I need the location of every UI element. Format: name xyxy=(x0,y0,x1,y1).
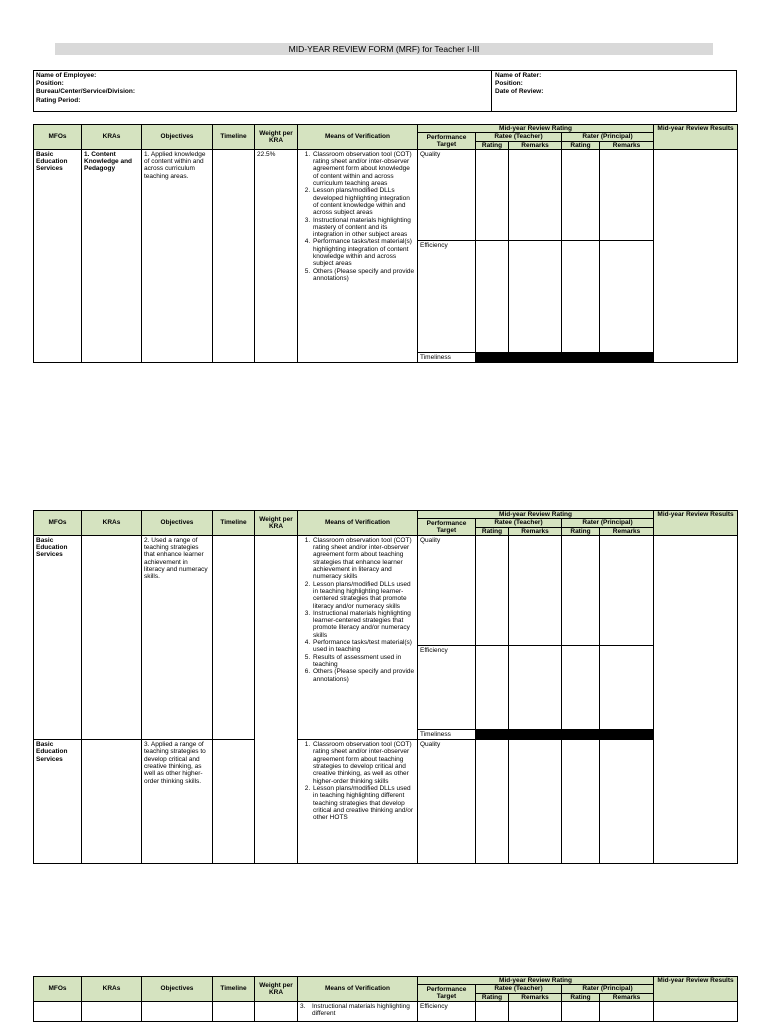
header-rater-rating: Rating xyxy=(562,527,600,535)
header-kras: KRAs xyxy=(82,511,142,536)
header-rater-remarks: Remarks xyxy=(600,527,654,535)
results-cell[interactable] xyxy=(654,1001,738,1021)
mov-cell xyxy=(298,149,418,362)
rater-remarks-cell[interactable] xyxy=(600,240,654,352)
mov-item: 4. Performance tasks/test material(s) highlighting integration of content knowledge within and across subject areas xyxy=(312,238,415,267)
rater-rating-cell[interactable] xyxy=(562,1001,600,1021)
mov-list xyxy=(300,151,415,282)
header-ratee-rating: Rating xyxy=(476,141,509,149)
ratee-remarks-cell[interactable] xyxy=(509,645,562,729)
rater-remarks-cell[interactable] xyxy=(600,1001,654,1021)
results-cell[interactable] xyxy=(654,149,738,362)
rater-remarks-cell[interactable] xyxy=(600,740,654,864)
mov-item: 3. Instructional materials highlighting learner-centered strategies that promote literacy and/or numeracy skills xyxy=(312,610,415,639)
objective-cell xyxy=(142,1001,213,1021)
timeline-cell xyxy=(213,740,255,864)
timeline-cell xyxy=(213,149,255,362)
header-timeline: Timeline xyxy=(213,977,255,1002)
header-kras: KRAs xyxy=(82,125,142,150)
mov-item: 1. Classroom observation tool (COT) rating sheet and/or inter-observer agreement form about knowledge of content within and across curriculum teaching areas xyxy=(312,151,415,187)
mov-item xyxy=(300,1003,415,1018)
header-ratee-remarks: Remarks xyxy=(509,993,562,1001)
target-quality: Quality xyxy=(418,535,476,645)
weight-cell xyxy=(255,535,298,863)
name-of-employee-label: Name of Employee: xyxy=(36,72,97,79)
objective-cell: 1. Applied knowledge of content within and across curriculum teaching areas. xyxy=(142,149,213,362)
header-objectives: Objectives xyxy=(142,977,213,1002)
mov-number: 3. xyxy=(300,1002,306,1010)
header-objectives: Objectives xyxy=(142,125,213,150)
rater-rating-cell[interactable] xyxy=(562,740,600,864)
header-results: Mid-year Review Results xyxy=(654,977,738,1002)
review-table-3 xyxy=(33,976,738,1022)
ratee-rating-cell[interactable] xyxy=(476,240,509,352)
rating-period-label: Rating Period: xyxy=(36,96,81,104)
mov-item: 5. Others (Please specify and provide annotations) xyxy=(312,268,415,283)
mov-cell xyxy=(298,535,418,739)
rater-remarks-cell[interactable] xyxy=(600,535,654,645)
header-ratee-remarks: Remarks xyxy=(509,527,562,535)
mov-item: 6. Others (Please specify and provide annotations) xyxy=(312,668,415,683)
ratee-remarks-cell[interactable] xyxy=(509,1001,562,1021)
kra-cell xyxy=(82,1001,142,1021)
header-rater-remarks: Remarks xyxy=(600,141,654,149)
mov-item: 2. Lesson plans/modified DLLs used in teaching highlighting learner-centered strategies that promote literacy and/or numeracy skills xyxy=(312,581,415,610)
review-table-2 xyxy=(33,510,738,864)
kra-cell: 1. Content Knowledge and Pedagogy xyxy=(82,149,142,362)
header-weight: Weight per KRA xyxy=(255,125,298,150)
weight-cell: 22.5% xyxy=(255,149,298,362)
mov-item: 5. Results of assessment used in teaching xyxy=(312,654,415,669)
target-quality: Quality xyxy=(418,740,476,864)
rater-position-label: Position: xyxy=(495,80,523,88)
mov-item: 1. Classroom observation tool (COT) rating sheet and/or inter-observer agreement form about teaching strategies that enhance learner achievement in literacy and numeracy skills xyxy=(312,537,415,581)
timeliness-blackout xyxy=(476,352,654,362)
employee-info xyxy=(36,72,491,110)
header-mov: Means of Verification xyxy=(298,511,418,536)
ratee-rating-cell[interactable] xyxy=(476,645,509,729)
mfo-cell: Basic Education Services xyxy=(34,740,82,864)
header-ratee: Ratee (Teacher) xyxy=(476,519,562,527)
mov-cell xyxy=(298,740,418,864)
target-timeliness: Timeliness xyxy=(418,729,476,739)
timeliness-blackout xyxy=(476,729,654,739)
ratee-remarks-cell[interactable] xyxy=(509,240,562,352)
ratee-remarks-cell[interactable] xyxy=(509,149,562,240)
header-rater-rating: Rating xyxy=(562,141,600,149)
header-kras: KRAs xyxy=(82,977,142,1002)
target-quality: Quality xyxy=(418,149,476,240)
mov-item: 3. Instructional materials highlighting mastery of content and its integration in other subject areas xyxy=(312,217,415,239)
rater-rating-cell[interactable] xyxy=(562,645,600,729)
ratee-rating-cell[interactable] xyxy=(476,1001,509,1021)
header-mid-year-rating: Mid-year Review Rating xyxy=(418,125,654,133)
timeline-cell xyxy=(213,1001,255,1021)
header-results: Mid-year Review Results xyxy=(654,125,738,150)
form-title: MID-YEAR REVIEW FORM (MRF) for Teacher I-III xyxy=(55,43,713,55)
header-mov: Means of Verification xyxy=(298,125,418,150)
header-mid-year-rating: Mid-year Review Rating xyxy=(418,511,654,519)
kra-cell xyxy=(82,740,142,864)
header-ratee: Ratee (Teacher) xyxy=(476,985,562,993)
header-ratee: Ratee (Teacher) xyxy=(476,133,562,141)
name-of-rater-label: Name of Rater: xyxy=(495,72,542,79)
header-performance-target: Performance Target xyxy=(418,133,476,150)
ratee-rating-cell[interactable] xyxy=(476,149,509,240)
date-of-review-label: Date of Review: xyxy=(495,88,544,96)
rater-rating-cell[interactable] xyxy=(562,240,600,352)
review-table-1 xyxy=(33,124,738,363)
header-timeline: Timeline xyxy=(213,125,255,150)
mov-item: 1. Classroom observation tool (COT) rating sheet and/or inter-observer agreement form about teaching strategies to develop critical and creative thinking, as well as other higher-order thinking skills xyxy=(312,741,415,785)
header-mfos: MFOs xyxy=(34,125,82,150)
header-rater: Rater (Principal) xyxy=(562,133,654,141)
header-rater: Rater (Principal) xyxy=(562,519,654,527)
ratee-remarks-cell[interactable] xyxy=(509,535,562,645)
rater-info xyxy=(491,71,736,111)
target-efficiency: Efficiency xyxy=(418,645,476,729)
mov-item: 4. Performance tasks/test material(s) used in teaching xyxy=(312,639,415,654)
header-weight: Weight per KRA xyxy=(255,977,298,1002)
header-performance-target: Performance Target xyxy=(418,519,476,536)
header-ratee-rating: Rating xyxy=(476,993,509,1001)
mfo-cell: Basic Education Services xyxy=(34,535,82,739)
mov-list xyxy=(300,537,415,683)
mov-text: Instructional materials highlighting different xyxy=(312,1002,410,1018)
mov-list xyxy=(300,741,415,821)
header-mfos: MFOs xyxy=(34,511,82,536)
mfo-cell: Basic Education Services xyxy=(34,149,82,362)
header-rater-rating: Rating xyxy=(562,993,600,1001)
target-timeliness: Timeliness xyxy=(418,352,476,362)
mov-cell xyxy=(298,1001,418,1021)
rater-rating-cell[interactable] xyxy=(562,535,600,645)
target-efficiency: Efficiency xyxy=(418,240,476,352)
position-label: Position: xyxy=(36,80,64,88)
header-mov: Means of Verification xyxy=(298,977,418,1002)
header-rater-remarks: Remarks xyxy=(600,993,654,1001)
header-objectives: Objectives xyxy=(142,511,213,536)
rater-rating-cell[interactable] xyxy=(562,149,600,240)
rater-remarks-cell[interactable] xyxy=(600,149,654,240)
results-cell[interactable] xyxy=(654,535,738,863)
objective-cell: 2. Used a range of teaching strategies that enhance learner achievement in literacy and numeracy skills. xyxy=(142,535,213,739)
header-ratee-rating: Rating xyxy=(476,527,509,535)
header-results: Mid-year Review Results xyxy=(654,511,738,536)
header-weight: Weight per KRA xyxy=(255,511,298,536)
ratee-remarks-cell[interactable] xyxy=(509,740,562,864)
ratee-rating-cell[interactable] xyxy=(476,740,509,864)
ratee-rating-cell[interactable] xyxy=(476,535,509,645)
mfo-cell xyxy=(34,1001,82,1021)
header-mfos: MFOs xyxy=(34,977,82,1002)
employee-info-box xyxy=(33,70,737,112)
header-ratee-remarks: Remarks xyxy=(509,141,562,149)
header-performance-target: Performance Target xyxy=(418,985,476,1002)
weight-cell xyxy=(255,1001,298,1021)
rater-remarks-cell[interactable] xyxy=(600,645,654,729)
target-efficiency: Efficiency xyxy=(418,1001,476,1021)
mov-item: 2. Lesson plans/modified DLLs developed highlighting integration of content knowledge within and across subject areas xyxy=(312,187,415,216)
objective-cell: 3. Applied a range of teaching strategies to develop critical and creative thinking, as well as other higher-order thinking skills. xyxy=(142,740,213,864)
header-timeline: Timeline xyxy=(213,511,255,536)
header-mid-year-rating: Mid-year Review Rating xyxy=(418,977,654,985)
bureau-label: Bureau/Center/Service/Division: xyxy=(36,88,135,96)
header-rater: Rater (Principal) xyxy=(562,985,654,993)
timeline-cell xyxy=(213,535,255,739)
mov-item: 2. Lesson plans/modified DLLs used in teaching highlighting different teaching strategies that develop critical and creative thinking and/or other HOTS xyxy=(312,785,415,821)
kra-cell xyxy=(82,535,142,739)
